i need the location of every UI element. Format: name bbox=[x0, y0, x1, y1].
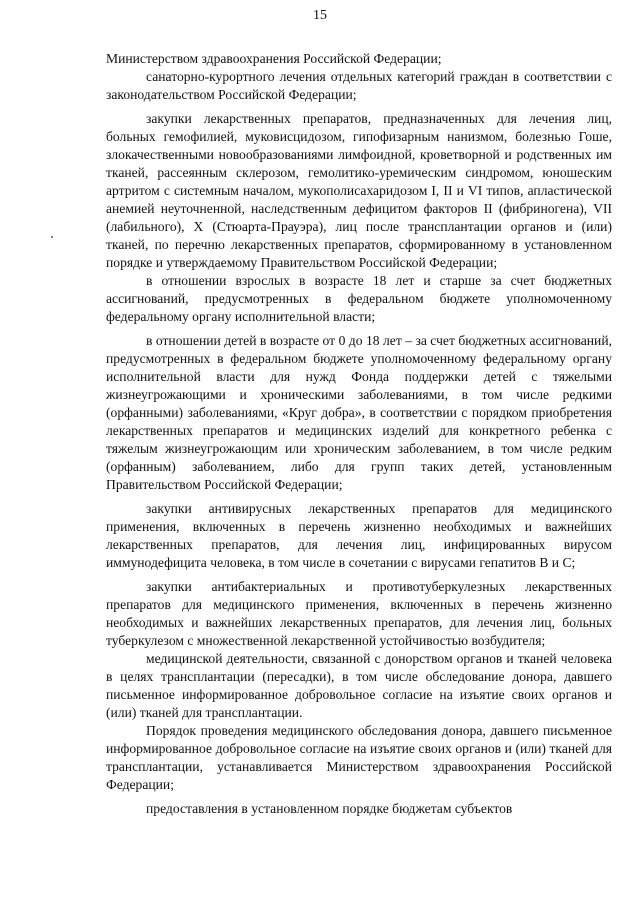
paragraph: предоставления в установленном порядке бюджетам субъектов bbox=[146, 801, 513, 816]
page-number: 15 bbox=[313, 8, 327, 23]
paragraph: медицинской деятельности, связанной с донорством органов и тканей человека в целях трансплантации (пересадки), в том числе обследование донора, давшего письменное информированное добровольное согласие на изъятие своих органов и (или) тканей для трансплантации. bbox=[106, 651, 612, 720]
paragraph: закупки лекарственных препаратов, предназначенных для лечения лиц, больных гемофилией, муковисцидозом, гипофизарным нанизмом, болезнью Гоше, злокачественными новообразованиями лимфоидной, кроветворной и родственных им тканей, рассеянным склерозом, гемолитико-уремическим синдромом, юношеским артритом с системным началом, мукополисахаридозом I, II и VI типов, апластической анемией неуточненной, наследственным дефицитом факторов II (фибриногена), VII (лабильного), X (Стюарта-Прауэра), лиц после трансплантации органов и (или) тканей, по перечню лекарственных препаратов, сформированному в установленном порядке и утверждаемому Правительством Российской Федерации; bbox=[106, 111, 612, 270]
paragraph: Порядок проведения медицинского обследования донора, давшего письменное информированное добровольное согласие на изъятие своих органов и (или) тканей для трансплантации, устанавливается Министерством здравоохранения Российской Федерации; bbox=[106, 723, 612, 792]
document-body bbox=[106, 50, 612, 818]
paragraph: Министерством здравоохранения Российской Федерации; bbox=[106, 51, 442, 66]
margin-mark bbox=[51, 236, 53, 238]
paragraph: закупки антивирусных лекарственных препаратов для медицинского применения, включенных в перечень жизненно необходимых и важнейших лекарственных препаратов, для лечения лиц, инфицированных вирусом иммунодефицита человека, в том числе в сочетании с вирусами гепатитов B и C; bbox=[106, 501, 612, 570]
paragraph: в отношении взрослых в возрасте 18 лет и старше за счет бюджетных ассигнований, предусмотренных в федеральном бюджете уполномоченному федеральному органу исполнительной власти; bbox=[106, 273, 612, 324]
paragraph: закупки антибактериальных и противотуберкулезных лекарственных препаратов для медицинского применения, включенных в перечень жизненно необходимых и важнейших лекарственных препаратов, для лечения лиц, больных туберкулезом с множественной лекарственной устойчивостью возбудителя; bbox=[106, 579, 612, 648]
paragraph: санаторно-курортного лечения отдельных категорий граждан в соответствии с законодательством Российской Федерации; bbox=[106, 69, 612, 102]
paragraph: в отношении детей в возрасте от 0 до 18 лет – за счет бюджетных ассигнований, предусмотренных в федеральном бюджете уполномоченному федеральному органу исполнительной власти для нужд Фонда поддержки детей с тяжелыми жизнеугрожающими и хроническими заболеваниями, в том числе редкими (орфанными) заболеваниями, «Круг добра», в соответствии с порядком приобретения лекарственных препаратов и медицинских изделий для конкретного ребенка с тяжелым жизнеугрожающим или хроническим заболеванием, в том числе редким (орфанным) заболеванием, либо для групп таких детей, установленным Правительством Российской Федерации; bbox=[106, 333, 612, 492]
